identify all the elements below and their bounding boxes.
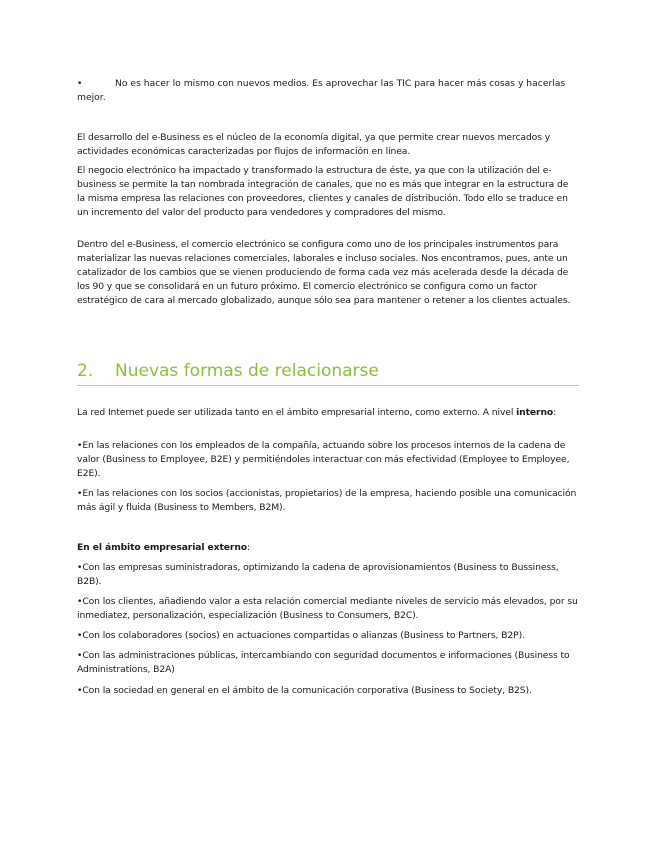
section-heading [77, 360, 579, 386]
external-item-b2a: •Con las administraciones públicas, intercambiando con seguridad documentos e informaciones (Business to Administrations, B2A) [77, 650, 570, 675]
internal-lead-bold: interno [516, 407, 554, 418]
intro-bullet [77, 77, 579, 105]
section-title: Nuevas formas de relacionarse [115, 361, 379, 381]
internal-item-employees: •En las relaciones con los empleados de la compañía, actuando sobre los procesos internos de la cadena de valor (Business to Employee, B2E) y permitiéndoles interactuar con más efectividad (Employee to Employee, E2E). [77, 440, 570, 479]
section-number: 2. [77, 361, 94, 381]
external-heading [77, 541, 579, 555]
external-item-b2c: •Con los clientes, añadiendo valor a esta relación comercial mediante niveles de servicio más elevados, por su inmediatez, personalización, especialización (Business to Consumers, B2C). [77, 596, 578, 621]
external-item-b2p: •Con los colaboradores (socios) en actuaciones compartidas o alianzas (Business to Partners, B2P). [77, 630, 525, 641]
external-item-b2s: •Con la sociedad en general en el ámbito de la comunicación corporativa (Business to Society, B2S). [77, 685, 532, 696]
internal-lead-text: La red Internet puede ser utilizada tanto en el ámbito empresarial interno, como externo. A nivel [77, 407, 517, 418]
internal-item-members: •En las relaciones con los socios (accionistas, propietarios) de la empresa, haciendo posible una comunicación más ágil y fluida (Business to Members, B2M). [77, 488, 577, 513]
paragraph-ebusiness-core: El desarrollo del e-Business es el núcleo de la economía digital, ya que permite crear nuevos mercados y actividades económicas caracterizadas por flujos de información en línea. [77, 132, 551, 157]
external-heading-end: : [247, 542, 250, 553]
internal-lead [77, 406, 579, 420]
internal-lead-end: : [553, 407, 557, 418]
paragraph-negocio-electronico: El negocio electrónico ha impactado y transformado la estructura de éste, ya que con la utilización del e-business se permite la tan nombrada integración de canales, que no es más que integrar en la estructura de la misma empresa las relaciones con proveedores, clientes y canales de distribución. Todo ello se traduce en un incremento del valor del producto para vendedores y compradores del mismo. [77, 165, 569, 218]
paragraph-comercio-electronico: Dentro del e-Business, el comercio electrónico se configura como uno de los principales instrumentos para materializar las nuevas relaciones comerciales, laborales e incluso sociales. Nos encontramos, pues, ante un catalizador de los cambios que se vienen produciendo de forma cada vez más acelerada desde la década de los 90 y que se consolidará en un futuro próximo. El comercio electrónico se configura como un factor estratégico de cara al mercado globalizado, aunque sólo sea para mantener o retener a los clientes actuales. [77, 239, 571, 306]
intro-bullet-text: No es hacer lo mismo con nuevos medios. Es aprovechar las TIC para hacer más cosas y hacerlas mejor. [77, 78, 566, 103]
external-heading-bold: En el ámbito empresarial externo [77, 542, 247, 553]
external-item-b2b: •Con las empresas suministradoras, optimizando la cadena de aprovisionamientos (Business to Bussiness, B2B). [77, 562, 559, 587]
bullet-marker: • [77, 78, 83, 89]
